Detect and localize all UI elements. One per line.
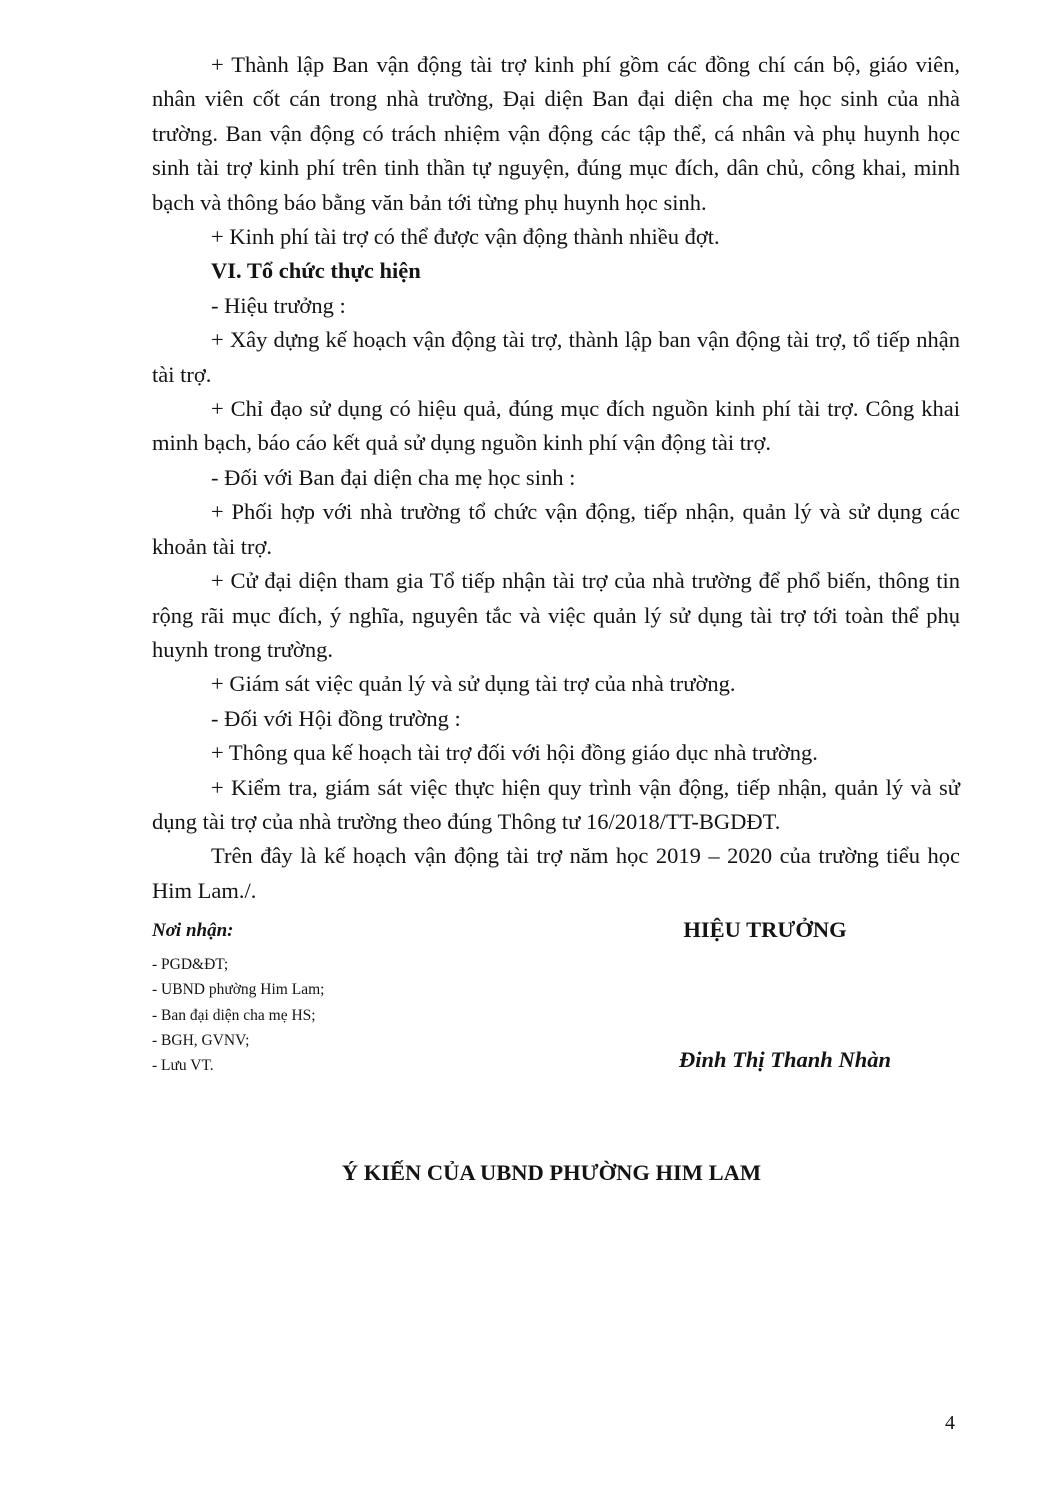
recipient-item: - UBND phường Him Lam; — [152, 981, 325, 999]
signer-name: Đinh Thị Thanh Nhàn — [679, 1047, 891, 1072]
paragraph-funding-phases: + Kinh phí tài trợ có thể được vận động thành nhiều đợt. — [211, 224, 720, 250]
paragraph-parents-representative: + Cử đại diện tham gia Tổ tiếp nhận tài trợ của nhà trường để phổ biến, thông tin rộng rãi mục đích, ý nghĩa, nguyên tắc và việc quản lý sử dụng tài trợ tới toàn thể phụ huynh trong trường. — [152, 568, 960, 662]
paragraph-school-council-label: - Đối với Hội đồng trường : — [211, 705, 461, 731]
recipient-item: - PGD&ĐT; — [152, 956, 229, 973]
document-body — [152, 48, 960, 908]
paragraph-principal-plan: + Xây dựng kế hoạch vận động tài trợ, thành lập ban vận động tài trợ, tổ tiếp nhận tài trợ. — [152, 327, 960, 387]
section-heading-implementation: VI. Tổ chức thực hiện — [211, 258, 421, 284]
paragraph-principal-label: - Hiệu trưởng : — [211, 292, 346, 318]
paragraph-principal-direct: + Chỉ đạo sử dụng có hiệu quả, đúng mục đích nguồn kinh phí tài trợ. Công khai minh bạch, báo cáo kết quả sử dụng nguồn kinh phí vận động tài trợ. — [152, 396, 960, 456]
opinion-heading: Ý KIẾN CỦA UBND PHƯỜNG HIM LAM — [341, 1160, 762, 1185]
paragraph-council-approve: + Thông qua kế hoạch tài trợ đối với hội đồng giáo dục nhà trường. — [211, 740, 818, 766]
paragraph-parents-coordinate: + Phối hợp với nhà trường tổ chức vận động, tiếp nhận, quản lý và sử dụng các khoản tài trợ. — [152, 499, 960, 559]
page-number: 4 — [945, 1412, 955, 1434]
paragraph-parents-board-label: - Đối với Ban đại diện cha mẹ học sinh : — [211, 464, 576, 490]
recipient-item: - BGH, GVNV; — [152, 1031, 250, 1049]
paragraph-parents-supervise: + Giám sát việc quản lý và sử dụng tài trợ của nhà trường. — [211, 671, 736, 697]
paragraph-conclusion: Trên đây là kế hoạch vận động tài trợ năm học 2019 – 2020 của trường tiểu học Him Lam./. — [152, 843, 960, 903]
paragraph-fundraising-committee: + Thành lập Ban vận động tài trợ kinh phí gồm các đồng chí cán bộ, giáo viên, nhân viên cốt cán trong nhà trường, Đại diện Ban đại diện cha mẹ học sinh của nhà trường. Ban vận động có trách nhiệm vận động các tập thể, cá nhân và phụ huynh học sinh tài trợ kinh phí trên tinh thần tự nguyện, đúng mục đích, dân chủ, công khai, minh bạch và thông báo bằng văn bản tới từng phụ huynh học sinh. — [152, 52, 960, 215]
paragraph-council-inspect: + Kiểm tra, giám sát việc thực hiện quy trình vận động, tiếp nhận, quản lý và sử dụng tài trợ của nhà trường theo đúng Thông tư 16/2018/TT-BGDĐT. — [152, 774, 960, 834]
recipient-item: - Lưu VT. — [152, 1057, 214, 1075]
recipient-item: - Ban đại diện cha mẹ HS; — [152, 1006, 316, 1024]
recipients-title: Nơi nhận: — [152, 920, 234, 941]
recipients-block — [152, 918, 472, 1078]
signature-title: HIỆU TRƯỞNG — [683, 917, 847, 942]
